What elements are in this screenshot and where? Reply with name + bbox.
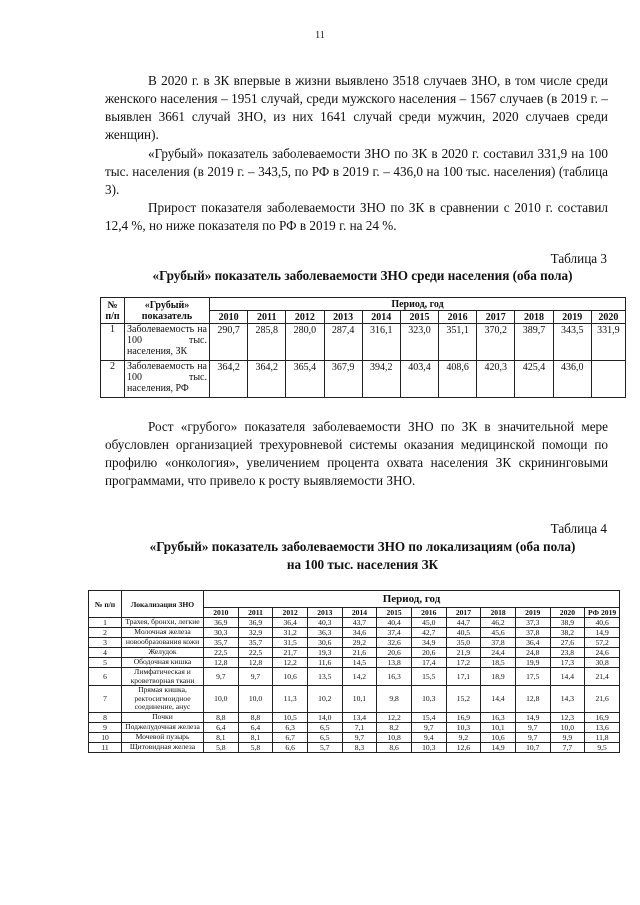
- row-value: 10,6: [481, 732, 516, 742]
- row-value: 14,2: [342, 668, 377, 686]
- row-number: 2: [101, 361, 125, 398]
- paragraph-2: «Грубый» показатель заболеваемости ЗНО по ЗК в 2020 г. составил 331,9 на 100 тыс. населения (в 2019 г. – 343,5, по РФ в 2019 г. – 436,0 на 100 тыс. населения) (таблица 3).: [105, 146, 608, 197]
- row-value: 389,7: [515, 324, 553, 361]
- row-value: 37,4: [377, 628, 412, 638]
- table3-head-no: № п/п: [101, 298, 125, 324]
- row-value: 14,4: [550, 668, 585, 686]
- row-value: 36,4: [273, 618, 308, 628]
- row-value: 17,4: [411, 658, 446, 668]
- row-value: 9,7: [204, 668, 239, 686]
- row-value: 10,8: [377, 732, 412, 742]
- row-value: 21,9: [446, 648, 481, 658]
- row-value: 10,2: [307, 686, 342, 713]
- table4-head-period: Период, год: [204, 591, 620, 608]
- row-value: 15,5: [411, 668, 446, 686]
- row-value: 45,6: [481, 628, 516, 638]
- row-value: 9,9: [550, 732, 585, 742]
- table-row: [89, 648, 620, 658]
- table3-year-header: 2020: [591, 311, 625, 324]
- table4-year-header: 2015: [377, 608, 412, 618]
- row-value: 30,3: [204, 628, 239, 638]
- row-number: 2: [89, 628, 122, 638]
- row-value: 436,0: [553, 361, 591, 398]
- row-number: 7: [89, 686, 122, 713]
- row-value: 13,6: [585, 722, 620, 732]
- row-number: 8: [89, 712, 122, 722]
- table-row: [89, 686, 620, 713]
- row-value: 5,8: [238, 742, 273, 752]
- row-value: 27,6: [550, 638, 585, 648]
- row-value: 10,3: [446, 722, 481, 732]
- table4-head-no: № п/п: [89, 591, 122, 618]
- row-value: 19,3: [307, 648, 342, 658]
- row-value: 6,5: [307, 722, 342, 732]
- row-localization-name: Молочная железа: [122, 628, 204, 638]
- row-value: 7,1: [342, 722, 377, 732]
- row-value: 12,2: [377, 712, 412, 722]
- row-indicator-name: Заболеваемость на 100 тыс. населения, ЗК: [125, 324, 210, 361]
- table4-year-header: 2012: [273, 608, 308, 618]
- row-value: 45,0: [411, 618, 446, 628]
- row-localization-name: новообразования кожи: [122, 638, 204, 648]
- table4-year-header: 2020: [550, 608, 585, 618]
- row-value: 36,9: [204, 618, 239, 628]
- row-value: 14,0: [307, 712, 342, 722]
- row-value: 280,0: [286, 324, 324, 361]
- row-value: 11,3: [273, 686, 308, 713]
- table4-caption: Таблица 4: [550, 521, 607, 536]
- row-value: 14,4: [481, 686, 516, 713]
- row-value: 18,9: [481, 668, 516, 686]
- row-value: 21,4: [585, 668, 620, 686]
- row-value: 37,8: [515, 628, 550, 638]
- table-row: [89, 722, 620, 732]
- row-value: 30,8: [585, 658, 620, 668]
- table4-year-header: 2017: [446, 608, 481, 618]
- table3-head-period: Период, год: [210, 298, 626, 311]
- row-value: 43,7: [342, 618, 377, 628]
- row-value: 38,9: [550, 618, 585, 628]
- row-value: 36,3: [307, 628, 342, 638]
- row-value: 10,3: [411, 742, 446, 752]
- row-value: 13,8: [377, 658, 412, 668]
- row-localization-name: Ободочная кишка: [122, 658, 204, 668]
- row-value: 37,3: [515, 618, 550, 628]
- row-value: 11,6: [307, 658, 342, 668]
- row-number: 9: [89, 722, 122, 732]
- row-value: 364,2: [210, 361, 248, 398]
- table4: [88, 590, 620, 753]
- row-value: 17,3: [550, 658, 585, 668]
- table3-year-header: 2014: [362, 311, 400, 324]
- row-value: 21,6: [342, 648, 377, 658]
- row-localization-name: Щитовидная железа: [122, 742, 204, 752]
- table3-caption: Таблица 3: [550, 251, 607, 266]
- row-value: 420,3: [477, 361, 515, 398]
- row-value: 22,5: [238, 648, 273, 658]
- row-value: 40,6: [585, 618, 620, 628]
- row-value: 35,0: [446, 638, 481, 648]
- row-value: 10,1: [481, 722, 516, 732]
- table4-year-header: 2018: [481, 608, 516, 618]
- row-value: 13,5: [307, 668, 342, 686]
- row-value: 19,9: [515, 658, 550, 668]
- row-value: 17,5: [515, 668, 550, 686]
- row-value: 9,4: [411, 732, 446, 742]
- row-value: 20,6: [377, 648, 412, 658]
- table-row: [89, 628, 620, 638]
- row-number: 3: [89, 638, 122, 648]
- row-number: 4: [89, 648, 122, 658]
- table3-year-header: 2012: [286, 311, 324, 324]
- row-value: 38,2: [550, 628, 585, 638]
- table-row: [101, 324, 626, 361]
- row-value: 285,8: [248, 324, 286, 361]
- table4-year-header: 2013: [307, 608, 342, 618]
- row-value: 30,6: [307, 638, 342, 648]
- row-value: 6,6: [273, 742, 308, 752]
- row-indicator-name: Заболеваемость на 100 тыс. населения, РФ: [125, 361, 210, 398]
- row-value: 15,2: [446, 686, 481, 713]
- row-value: 365,4: [286, 361, 324, 398]
- row-value: 17,1: [446, 668, 481, 686]
- row-number: 1: [89, 618, 122, 628]
- row-value: 14,5: [342, 658, 377, 668]
- row-value: 21,6: [585, 686, 620, 713]
- row-value: 316,1: [362, 324, 400, 361]
- row-value: 13,4: [342, 712, 377, 722]
- row-value: 6,3: [273, 722, 308, 732]
- row-value: 331,9: [591, 324, 625, 361]
- row-value: 42,7: [411, 628, 446, 638]
- row-value: 8,6: [377, 742, 412, 752]
- row-value: 9,2: [446, 732, 481, 742]
- row-localization-name: Мочевой пузырь: [122, 732, 204, 742]
- row-value: 16,3: [377, 668, 412, 686]
- table4-year-header: РФ 2019: [585, 608, 620, 618]
- row-value: 10,6: [273, 668, 308, 686]
- table4-year-header: 2014: [342, 608, 377, 618]
- row-value: 36,9: [238, 618, 273, 628]
- row-value: 9,7: [515, 722, 550, 732]
- row-value: 24,8: [515, 648, 550, 658]
- row-value: 16,9: [585, 712, 620, 722]
- row-value: 287,4: [324, 324, 362, 361]
- row-value: 7,7: [550, 742, 585, 752]
- row-value: 24,6: [585, 648, 620, 658]
- row-value: 29,2: [342, 638, 377, 648]
- page-number: 11: [315, 30, 325, 41]
- row-value: 14,9: [515, 712, 550, 722]
- row-number: 11: [89, 742, 122, 752]
- table-row: [89, 742, 620, 752]
- table3-head-indicator: «Грубый» показатель: [125, 298, 210, 324]
- row-localization-name: Трахея, бронхи, легкие: [122, 618, 204, 628]
- row-value: 425,4: [515, 361, 553, 398]
- row-value: 35,7: [204, 638, 239, 648]
- row-value: 24,4: [481, 648, 516, 658]
- row-value: 367,9: [324, 361, 362, 398]
- row-value: 6,7: [273, 732, 308, 742]
- row-value: 6,4: [238, 722, 273, 732]
- table4-title-line1: «Грубый» показатель заболеваемости ЗНО по локализациям (оба пола): [149, 539, 576, 554]
- row-value: 40,5: [446, 628, 481, 638]
- table3-year-header: 2011: [248, 311, 286, 324]
- row-value: 12,2: [273, 658, 308, 668]
- table-row: [89, 638, 620, 648]
- table3-year-header: 2015: [400, 311, 438, 324]
- row-value: 403,4: [400, 361, 438, 398]
- row-value: 12,8: [238, 658, 273, 668]
- row-localization-name: Лимфатическая и кроветворная ткани: [122, 668, 204, 686]
- row-value: 12,3: [550, 712, 585, 722]
- row-number: 10: [89, 732, 122, 742]
- table3: [100, 297, 626, 398]
- row-value: 12,6: [446, 742, 481, 752]
- row-value: 6,4: [204, 722, 239, 732]
- table3-year-header: 2010: [210, 311, 248, 324]
- row-value: 323,0: [400, 324, 438, 361]
- table-row: [89, 732, 620, 742]
- paragraph-1: В 2020 г. в ЗК впервые в жизни выявлено 3518 случаев ЗНО, в том числе среди женского населения – 1951 случай, среди мужского населения – 1567 случаев (в 2019 г. – выявлен 3661 случай ЗНО, из них 1641 случай среди мужчин, 2020 случаев среди женщин).: [105, 73, 608, 142]
- table4-title-line2: на 100 тыс. населения ЗК: [286, 557, 439, 572]
- row-value: 5,7: [307, 742, 342, 752]
- table-row: [89, 618, 620, 628]
- table-row: [89, 668, 620, 686]
- row-value: 10,7: [515, 742, 550, 752]
- table3-title: «Грубый» показатель заболеваемости ЗНО среди населения (оба пола): [152, 268, 573, 283]
- row-value: 8,3: [342, 742, 377, 752]
- row-value: 44,7: [446, 618, 481, 628]
- table4-year-header: 2016: [411, 608, 446, 618]
- row-value: 23,8: [550, 648, 585, 658]
- row-value: 351,1: [439, 324, 477, 361]
- table4-head-loc: Локализация ЗНО: [122, 591, 204, 618]
- row-value: 9,7: [515, 732, 550, 742]
- row-value: 14,9: [481, 742, 516, 752]
- row-value: 9,7: [411, 722, 446, 732]
- table3-year-header: 2017: [477, 311, 515, 324]
- row-value: 37,8: [481, 638, 516, 648]
- row-number: 1: [101, 324, 125, 361]
- row-value: 343,5: [553, 324, 591, 361]
- row-value: 16,9: [446, 712, 481, 722]
- row-value: 9,8: [377, 686, 412, 713]
- row-localization-name: Прямая кишка, ректосигмоидное соединение, анус: [122, 686, 204, 713]
- row-value: 10,3: [411, 686, 446, 713]
- row-value: 364,2: [248, 361, 286, 398]
- row-value: 31,2: [273, 628, 308, 638]
- row-value: 8,1: [238, 732, 273, 742]
- row-value: 370,2: [477, 324, 515, 361]
- row-value: 10,1: [342, 686, 377, 713]
- table4-year-header: 2010: [204, 608, 239, 618]
- row-value: 8,8: [204, 712, 239, 722]
- table3-year-header: 2013: [324, 311, 362, 324]
- row-value: 9,5: [585, 742, 620, 752]
- table-row: [101, 361, 626, 398]
- row-value: 21,7: [273, 648, 308, 658]
- row-value: 57,2: [585, 638, 620, 648]
- table4-year-header: 2011: [238, 608, 273, 618]
- row-value: 408,6: [439, 361, 477, 398]
- row-value: 14,3: [550, 686, 585, 713]
- table3-year-header: 2019: [553, 311, 591, 324]
- row-value: 32,6: [377, 638, 412, 648]
- table-row: [89, 712, 620, 722]
- row-value: 8,8: [238, 712, 273, 722]
- row-value: 36,4: [515, 638, 550, 648]
- paragraph-3: Прирост показателя заболеваемости ЗНО по ЗК в сравнении с 2010 г. составил 12,4 %, но ниже показателя по РФ в 2019 г. на 24 %.: [105, 200, 608, 233]
- row-number: 6: [89, 668, 122, 686]
- row-value: 12,8: [204, 658, 239, 668]
- row-value: 6,5: [307, 732, 342, 742]
- row-value: 22,5: [204, 648, 239, 658]
- row-value: 290,7: [210, 324, 248, 361]
- row-value: 14,9: [585, 628, 620, 638]
- row-value: 15,4: [411, 712, 446, 722]
- row-value: 9,7: [342, 732, 377, 742]
- row-value: 20,6: [411, 648, 446, 658]
- row-value: 32,9: [238, 628, 273, 638]
- row-value: 10,0: [550, 722, 585, 732]
- row-value: 9,7: [238, 668, 273, 686]
- row-value: 35,7: [238, 638, 273, 648]
- row-value: 12,8: [515, 686, 550, 713]
- row-value: 5,8: [204, 742, 239, 752]
- table-row: [89, 658, 620, 668]
- row-number: 5: [89, 658, 122, 668]
- row-value: 34,9: [411, 638, 446, 648]
- table4-year-header: 2019: [515, 608, 550, 618]
- row-value: 16,3: [481, 712, 516, 722]
- row-value: 11,8: [585, 732, 620, 742]
- row-value: 18,5: [481, 658, 516, 668]
- row-localization-name: Почки: [122, 712, 204, 722]
- row-value: 34,6: [342, 628, 377, 638]
- row-value: 40,4: [377, 618, 412, 628]
- row-localization-name: Поджелудочная железа: [122, 722, 204, 732]
- row-localization-name: Желудок: [122, 648, 204, 658]
- row-value: 46,2: [481, 618, 516, 628]
- table3-year-header: 2016: [439, 311, 477, 324]
- row-value: 10,0: [238, 686, 273, 713]
- row-value: 8,2: [377, 722, 412, 732]
- table3-year-header: 2018: [515, 311, 553, 324]
- row-value: 10,0: [204, 686, 239, 713]
- row-value: 40,3: [307, 618, 342, 628]
- row-value: 394,2: [362, 361, 400, 398]
- row-value: 8,1: [204, 732, 239, 742]
- row-value: [591, 361, 625, 398]
- row-value: 10,5: [273, 712, 308, 722]
- row-value: 31,5: [273, 638, 308, 648]
- row-value: 17,2: [446, 658, 481, 668]
- paragraph-4: Рост «грубого» показателя заболеваемости ЗНО по ЗК в значительной мере обусловлен организацией трехуровневой системы оказания медицинской помощи по профилю «онкология», увеличением процента охвата населения ЗК скрининговыми программами, что привело к росту выявляемости ЗНО.: [105, 419, 608, 488]
